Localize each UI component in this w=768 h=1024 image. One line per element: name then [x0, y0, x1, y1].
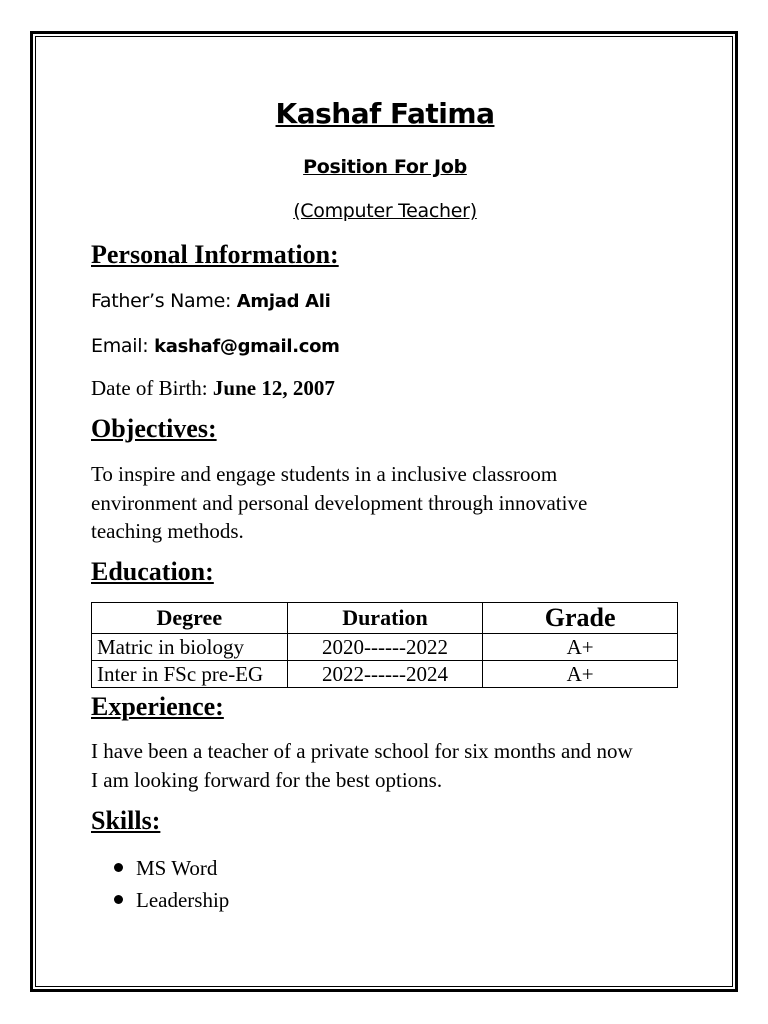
column-header-degree: Degree [92, 603, 288, 634]
skills-heading: Skills: [91, 806, 161, 835]
table-header-row [92, 603, 678, 634]
dob-label: Date of Birth: [91, 376, 213, 400]
objectives-heading: Objectives: [91, 414, 217, 443]
job-role: (Computer Teacher) [293, 200, 477, 222]
table-row [92, 661, 678, 688]
experience-line: I have been a teacher of a private school for six months and now [91, 739, 633, 763]
skill-label: Leadership [136, 888, 230, 912]
education-heading: Education: [91, 557, 214, 586]
column-header-grade: Grade [483, 603, 678, 634]
skill-label: MS Word [136, 856, 218, 880]
duration-cell: 2022------2024 [287, 661, 483, 688]
experience-text [91, 737, 681, 794]
list-item [91, 852, 229, 884]
skills-list [91, 852, 229, 916]
personal-info-heading: Personal Information: [91, 240, 339, 269]
duration-cell: 2020------2022 [287, 634, 483, 661]
applicant-name: Kashaf Fatima [275, 97, 495, 130]
objectives-line: To inspire and engage students in a inclusive classroom [91, 462, 558, 486]
degree-cell: Inter in FSc pre-EG [92, 661, 288, 688]
column-header-duration: Duration [287, 603, 483, 634]
objectives-line: teaching methods. [91, 519, 244, 543]
email-value: kashaf@gmail.com [154, 336, 340, 357]
experience-line: I am looking forward for the best options. [91, 767, 443, 792]
father-name-line [91, 290, 331, 312]
objectives-line: environment and personal development through innovative [91, 490, 588, 515]
education-table [91, 602, 678, 688]
objectives-text [91, 460, 681, 546]
table-row [92, 634, 678, 661]
bullet-icon [114, 863, 123, 872]
dob-value: June 12, 2007 [212, 376, 335, 400]
experience-heading: Experience: [91, 692, 224, 721]
bullet-icon [114, 895, 123, 904]
degree-cell: Matric in biology [92, 634, 288, 661]
father-name-value: Amjad Ali [236, 291, 331, 312]
grade-cell: A+ [483, 634, 678, 661]
dob-line [91, 376, 335, 401]
grade-cell: A+ [483, 661, 678, 688]
list-item [91, 884, 229, 916]
email-line [91, 335, 340, 357]
father-name-label: Father’s Name: [91, 290, 237, 312]
email-label: Email: [91, 335, 155, 357]
position-title: Position For Job [303, 156, 467, 178]
